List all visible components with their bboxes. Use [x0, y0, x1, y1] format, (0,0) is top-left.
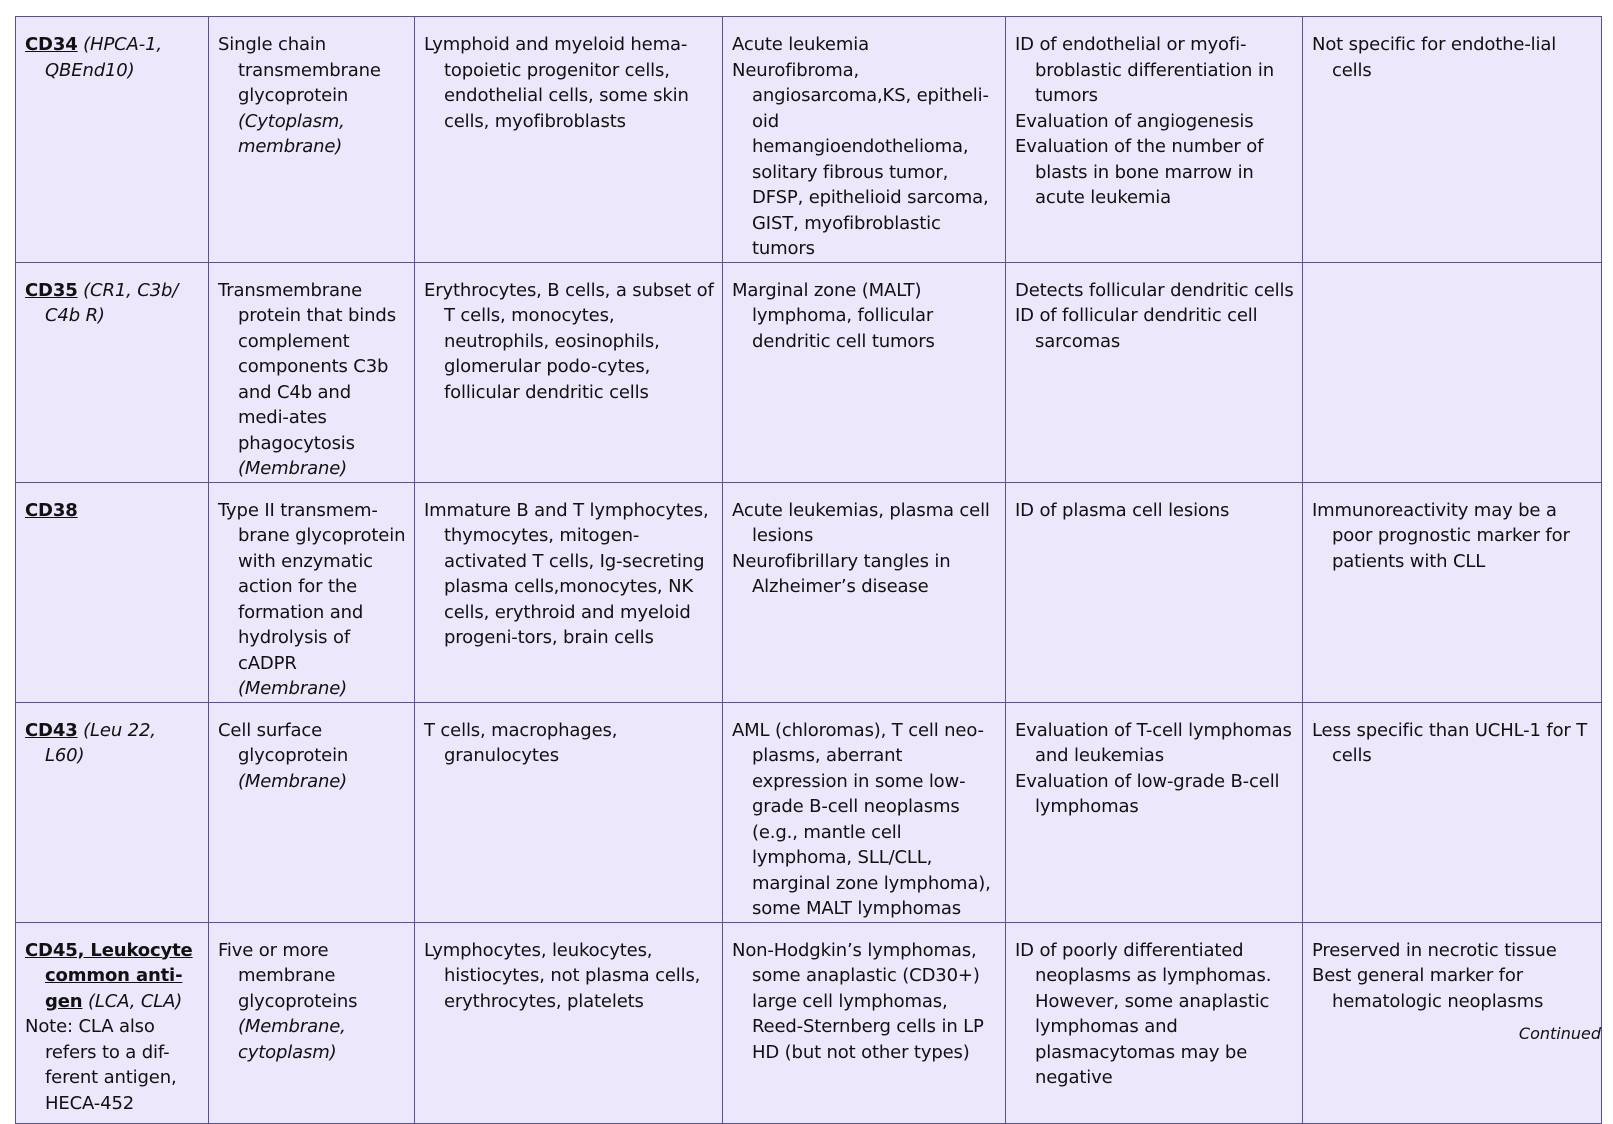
use-entry: ID of endothelial or myofi-broblastic differentiation in tumors	[1015, 34, 1274, 106]
marker-cell	[16, 17, 209, 263]
comment-entry: Best general marker for hematologic neoplasms	[1312, 965, 1544, 1012]
structure-text: Transmembrane protein that binds complement components C3b and C4b and medi-ates phagocytosis	[218, 279, 396, 454]
structure-cell	[209, 262, 415, 482]
cellular-location: (Membrane)	[238, 678, 348, 699]
neoplasm-entry: Neurofibroma, angiosarcoma,KS, epitheli-oid hemangioendothelioma, solitary fibrous tumor, DFSP, epithelioid sarcoma, GIST, myofibroblastic tumors	[732, 59, 989, 259]
cells-cell	[415, 17, 723, 263]
marker-cell	[16, 702, 209, 922]
table-body	[16, 17, 1602, 1124]
marker-synonyms: (LCA, CLA)	[82, 990, 183, 1012]
structure-entry	[218, 718, 406, 795]
neoplasms-cell	[723, 17, 1006, 263]
comment-entry: Less specific than UCHL-1 for T cells	[1312, 719, 1588, 766]
cells-entry: Lymphocytes, leukocytes, histiocytes, not plasma cells, erythrocytes, platelets	[424, 939, 701, 1012]
comment-entry: Preserved in necrotic tissue	[1312, 939, 1557, 961]
use-entry: Detects follicular dendritic cells	[1015, 279, 1294, 301]
marker-synonyms: (HPCA-1, QBEnd10)	[45, 34, 162, 81]
cellular-location: (Membrane)	[238, 458, 348, 479]
cells-cell	[415, 482, 723, 702]
neoplasms-cell	[723, 702, 1006, 922]
use-entry: Evaluation of angiogenesis	[1015, 110, 1254, 132]
structure-text: Cell surface glycoprotein	[218, 719, 349, 766]
marker-name: CD45, Leukocyte common anti-gen	[25, 939, 193, 1012]
marker-note: Note: CLA also refers to a dif-ferent antigen, HECA-452	[25, 1016, 177, 1114]
marker-cell	[16, 262, 209, 482]
table-row	[16, 17, 1602, 263]
structure-entry	[218, 278, 406, 482]
uses-cell	[1006, 922, 1303, 1123]
cells-entry: Erythrocytes, B cells, a subset of T cells, monocytes, neutrophils, eosinophils, glomerular podo-cytes, follicular dendritic cells	[424, 279, 714, 403]
uses-cell	[1006, 17, 1303, 263]
structure-cell	[209, 702, 415, 922]
cells-entry: T cells, macrophages, granulocytes	[424, 719, 618, 766]
use-entry: ID of follicular dendritic cell sarcomas	[1015, 305, 1258, 352]
cells-entry: Immature B and T lymphocytes, thymocytes, mitogen-activated T cells, Ig-secreting plasma cells,monocytes, NK cells, erythroid and myeloid progeni-tors, brain cells	[424, 499, 709, 648]
uses-cell	[1006, 482, 1303, 702]
comments-cell	[1303, 922, 1602, 1123]
structure-cell	[209, 482, 415, 702]
structure-entry	[218, 32, 406, 160]
marker-name: CD43	[25, 719, 78, 741]
neoplasm-entry: AML (chloromas), T cell neo-plasms, aberrant expression in some low-grade B-cell neoplasms (e.g., mantle cell lymphoma, SLL/CLL, marginal zone lymphoma), some MALT lymphomas	[732, 719, 991, 919]
structure-entry	[218, 938, 406, 1066]
marker-synonyms: (Leu 22, L60)	[45, 719, 156, 766]
marker-entry	[25, 278, 200, 329]
cellular-location: (Membrane)	[238, 770, 348, 792]
structure-entry	[218, 498, 406, 702]
cells-cell	[415, 262, 723, 482]
use-entry: ID of poorly differentiated neoplasms as lymphomas. However, some anaplastic lymphomas and plasmacytomas may be negative	[1015, 939, 1272, 1088]
table-row	[16, 262, 1602, 482]
marker-cell	[16, 922, 209, 1123]
marker-entry	[25, 938, 200, 1015]
comment-entry: Not specific for endothe-lial cells	[1312, 34, 1557, 81]
comments-cell	[1303, 262, 1602, 482]
continued-label: Continued	[1518, 1024, 1601, 1043]
use-entry: Evaluation of the number of blasts in bone marrow in acute leukemia	[1015, 136, 1264, 208]
use-entry: Evaluation of low-grade B-cell lymphomas	[1015, 770, 1280, 817]
marker-entry	[25, 718, 200, 769]
table-row	[16, 482, 1602, 702]
structure-cell	[209, 17, 415, 263]
neoplasms-cell	[723, 922, 1006, 1123]
neoplasm-entry: Neurofibrillary tangles in Alzheimer’s disease	[732, 550, 951, 597]
marker-synonyms: (CR1, C3b/ C4b R)	[45, 279, 179, 326]
neoplasm-entry: Acute leukemia	[732, 34, 869, 55]
use-entry: Evaluation of T-cell lymphomas and leukemias	[1015, 719, 1292, 766]
marker-name: CD35	[25, 279, 78, 301]
structure-cell	[209, 922, 415, 1123]
neoplasm-entry: Acute leukemias, plasma cell lesions	[732, 499, 990, 546]
comments-cell	[1303, 702, 1602, 922]
marker-entry	[25, 32, 200, 83]
marker-table	[15, 16, 1602, 1124]
structure-text: Five or more membrane glycoproteins	[218, 939, 358, 1012]
marker-entry	[25, 498, 200, 524]
use-entry: ID of plasma cell lesions	[1015, 499, 1230, 521]
structure-text: Single chain transmembrane glycoprotein	[218, 34, 381, 106]
marker-cell	[16, 482, 209, 702]
table-row	[16, 702, 1602, 922]
marker-name: CD38	[25, 499, 78, 521]
cellular-location: (Membrane, cytoplasm)	[238, 1016, 346, 1063]
marker-name: CD34	[25, 34, 78, 55]
neoplasms-cell	[723, 262, 1006, 482]
structure-text: Type II transmem-brane glycoprotein with enzymatic action for the formation and hydrolysis of cADPR	[218, 499, 406, 674]
cells-cell	[415, 702, 723, 922]
comment-entry: Immunoreactivity may be a poor prognostic marker for patients with CLL	[1312, 499, 1570, 572]
uses-cell	[1006, 262, 1303, 482]
cellular-location: (Cytoplasm, membrane)	[238, 110, 345, 157]
comments-cell	[1303, 17, 1602, 263]
cells-cell	[415, 922, 723, 1123]
cells-entry: Lymphoid and myeloid hema-topoietic progenitor cells, endothelial cells, some skin cells, myofibroblasts	[424, 34, 689, 132]
neoplasm-entry: Non-Hodgkin’s lymphomas, some anaplastic (CD30+) large cell lymphomas, Reed-Sternberg cells in LP HD (but not other types)	[732, 939, 984, 1063]
table-row	[16, 922, 1602, 1123]
neoplasms-cell	[723, 482, 1006, 702]
comments-cell	[1303, 482, 1602, 702]
neoplasm-entry: Marginal zone (MALT) lymphoma, follicular dendritic cell tumors	[732, 279, 935, 352]
uses-cell	[1006, 702, 1303, 922]
